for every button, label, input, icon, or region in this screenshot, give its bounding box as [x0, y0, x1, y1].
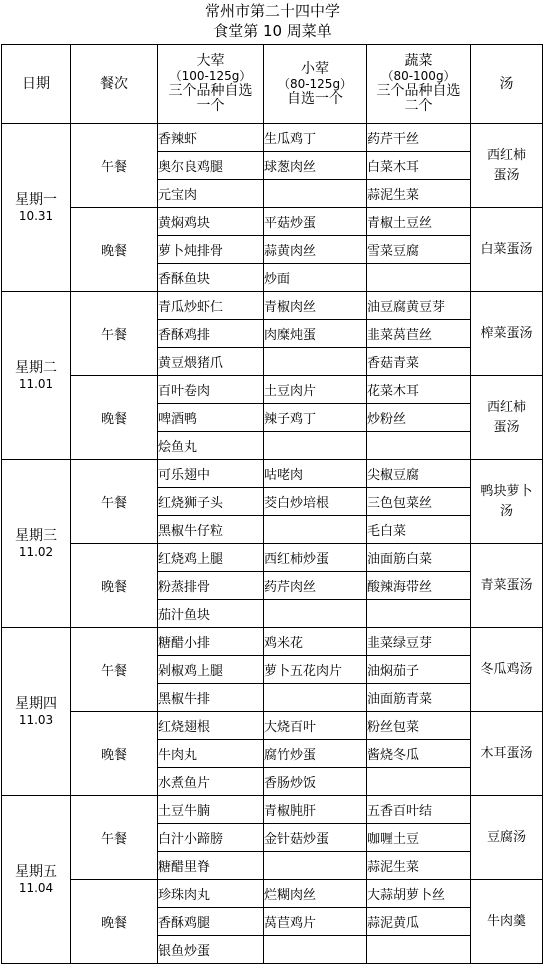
meal-cell: 晚餐 [71, 544, 158, 628]
vegetable-dish: 蒜泥生菜 [367, 180, 471, 208]
big-meat-dish: 啤酒鸭 [158, 404, 264, 432]
meal-cell: 晚餐 [71, 712, 158, 796]
vegetable-dish: 油面筋青菜 [367, 684, 471, 712]
vegetable-dish: 粉丝包菜 [367, 712, 471, 740]
table-row [2, 628, 543, 656]
day-cell [2, 124, 71, 292]
table-row [2, 124, 543, 152]
weekday-label: 星期四 [15, 695, 57, 712]
big-meat-dish: 银鱼炒蛋 [158, 936, 264, 964]
table-row [2, 880, 543, 908]
big-meat-dish: 香酥鸡腿 [158, 908, 264, 936]
big-meat-dish: 水煮鱼片 [158, 768, 264, 796]
weekday-label: 星期一 [15, 191, 57, 208]
vegetable-dish: 油豆腐黄豆芽 [367, 292, 471, 320]
vegetable-dish: 香菇青菜 [367, 348, 471, 376]
soup-cell [471, 544, 543, 628]
soup-cell [471, 124, 543, 208]
big-meat-dish: 香酥鱼块 [158, 264, 264, 292]
table-row [2, 292, 543, 320]
soup-line: 鸭块萝卜 [480, 483, 533, 499]
table-row [2, 208, 543, 236]
date-label: 11.04 [18, 880, 54, 895]
meal-cell: 晚餐 [71, 880, 158, 964]
big-meat-dish: 剁椒鸡上腿 [158, 656, 264, 684]
small-meat-dish: 青椒肫肝 [264, 796, 367, 824]
small-meat-dish: 西红柿炒蛋 [264, 544, 367, 572]
big-meat-dish: 白汁小蹄膀 [158, 824, 264, 852]
vegetable-dish: 酱烧冬瓜 [367, 740, 471, 768]
big-meat-dish: 黄焖鸡块 [158, 208, 264, 236]
soup-line: 西红柿 [486, 399, 526, 415]
small-meat-dish: 青椒肉丝 [264, 292, 367, 320]
menu-body [2, 124, 543, 964]
vegetable-dish: 尖椒豆腐 [367, 460, 471, 488]
date-label: 10.31 [18, 208, 54, 223]
vegetable-dish: 青椒土豆丝 [367, 208, 471, 236]
big-meat-dish: 烩鱼丸 [158, 432, 264, 460]
weekday-label: 星期五 [15, 863, 57, 880]
small-meat-dish: 肉糜炖蛋 [264, 320, 367, 348]
small-meat-dish: 炒面 [264, 264, 367, 292]
big-meat-dish: 糖醋里脊 [158, 852, 264, 880]
big-meat-dish: 百叶卷肉 [158, 376, 264, 404]
small-meat-dish [264, 348, 367, 376]
school-name: 常州市第二十四中学 [204, 2, 340, 20]
small-meat-dish: 萝卜五花肉片 [264, 656, 367, 684]
soup-line: 青菜蛋汤 [480, 577, 533, 593]
big-meat-dish: 红烧鸡上腿 [158, 544, 264, 572]
small-meat-dish: 莴苣鸡片 [264, 908, 367, 936]
small-meat-dish: 药芹肉丝 [264, 572, 367, 600]
big-meat-header: 大荤 （100-125g） 三个品种自选 一个 [158, 45, 264, 124]
small-meat-dish: 金针菇炒蛋 [264, 824, 367, 852]
soup-cell [471, 376, 543, 460]
day-cell [2, 628, 71, 796]
small-meat-dish: 烂糊肉丝 [264, 880, 367, 908]
date-label: 11.03 [18, 712, 54, 727]
soup-cell [471, 796, 543, 880]
small-meat-dish: 茭白炒培根 [264, 488, 367, 516]
vegetable-dish: 蒜泥生菜 [367, 852, 471, 880]
big-meat-dish: 黄豆煨猪爪 [158, 348, 264, 376]
soup-line: 榨菜蛋汤 [480, 325, 533, 341]
big-meat-dish: 黑椒牛仔粒 [158, 516, 264, 544]
soup-line: 西红柿 [486, 147, 526, 163]
big-meat-dish: 粉蒸排骨 [158, 572, 264, 600]
big-meat-dish: 萝卜炖排骨 [158, 236, 264, 264]
table-row [2, 544, 543, 572]
big-meat-dish: 黑椒牛排 [158, 684, 264, 712]
header-row [2, 45, 543, 124]
meal-cell: 晚餐 [71, 376, 158, 460]
day-cell [2, 796, 71, 964]
big-meat-dish: 奥尔良鸡腿 [158, 152, 264, 180]
soup-line: 木耳蛋汤 [480, 745, 533, 761]
vegetable-dish: 油焖茄子 [367, 656, 471, 684]
vegetable-dish: 白菜木耳 [367, 152, 471, 180]
small-meat-dish: 平菇炒蛋 [264, 208, 367, 236]
small-meat-dish: 辣子鸡丁 [264, 404, 367, 432]
table-row [2, 796, 543, 824]
small-meat-dish [264, 516, 367, 544]
table-row [2, 376, 543, 404]
vegetable-dish [367, 936, 471, 964]
meal-cell: 晚餐 [71, 208, 158, 292]
small-meat-dish [264, 180, 367, 208]
small-meat-dish: 鸡米花 [264, 628, 367, 656]
soup-cell [471, 712, 543, 796]
small-meat-dish [264, 684, 367, 712]
vegetable-dish: 雪菜豆腐 [367, 236, 471, 264]
soup-cell [471, 292, 543, 376]
small-meat-dish: 生瓜鸡丁 [264, 124, 367, 152]
meal-cell: 午餐 [71, 796, 158, 880]
small-meat-dish [264, 600, 367, 628]
vegetable-dish: 韭菜绿豆芽 [367, 628, 471, 656]
menu-title [0, 0, 545, 43]
vegetable-dish [367, 264, 471, 292]
vegetable-dish [367, 768, 471, 796]
small-meat-dish [264, 852, 367, 880]
vegetable-dish: 炒粉丝 [367, 404, 471, 432]
table-row [2, 460, 543, 488]
small-meat-dish: 土豆肉片 [264, 376, 367, 404]
day-cell [2, 292, 71, 460]
small-meat-dish [264, 432, 367, 460]
soup-line: 冬瓜鸡汤 [480, 661, 533, 677]
weekday-label: 星期三 [15, 527, 57, 544]
menu-subtitle: 食堂第 10 周菜单 [213, 22, 332, 40]
big-meat-dish: 牛肉丸 [158, 740, 264, 768]
vegetable-dish [367, 432, 471, 460]
big-meat-dish: 香酥鸡排 [158, 320, 264, 348]
day-cell [2, 460, 71, 628]
big-meat-dish: 珍珠肉丸 [158, 880, 264, 908]
date-header: 日期 [2, 45, 71, 124]
meal-cell: 午餐 [71, 628, 158, 712]
small-meat-dish: 蒜黄肉丝 [264, 236, 367, 264]
vegetable-dish: 蒜泥黄瓜 [367, 908, 471, 936]
soup-cell [471, 208, 543, 292]
meal-cell: 午餐 [71, 124, 158, 208]
soup-line: 汤 [499, 503, 513, 519]
vegetable-dish: 药芹干丝 [367, 124, 471, 152]
vegetable-dish: 五香百叶结 [367, 796, 471, 824]
weekday-label: 星期二 [15, 359, 57, 376]
date-label: 11.01 [18, 376, 54, 391]
table-row [2, 712, 543, 740]
small-meat-header: 小荤 （80-125g） 自选一个 [264, 45, 367, 124]
vegetable-dish: 韭菜莴苣丝 [367, 320, 471, 348]
vegetable-header: 蔬菜 （80-100g） 三个品种自选 二个 [367, 45, 471, 124]
soup-line: 蛋汤 [493, 419, 520, 435]
small-meat-dish: 咕咾肉 [264, 460, 367, 488]
meal-header: 餐次 [71, 45, 158, 124]
small-meat-dish: 大烧百叶 [264, 712, 367, 740]
vegetable-dish: 油面筋白菜 [367, 544, 471, 572]
vegetable-dish: 大蒜胡萝卜丝 [367, 880, 471, 908]
vegetable-dish: 咖喱土豆 [367, 824, 471, 852]
big-meat-dish: 红烧翅根 [158, 712, 264, 740]
vegetable-dish: 毛白菜 [367, 516, 471, 544]
big-meat-dish: 元宝肉 [158, 180, 264, 208]
big-meat-dish: 茄汁鱼块 [158, 600, 264, 628]
big-meat-dish: 土豆牛腩 [158, 796, 264, 824]
small-meat-dish: 香肠炒饭 [264, 768, 367, 796]
vegetable-dish: 花菜木耳 [367, 376, 471, 404]
soup-cell [471, 628, 543, 712]
vegetable-dish: 酸辣海带丝 [367, 572, 471, 600]
soup-line: 牛肉羹 [486, 913, 526, 929]
soup-line: 豆腐汤 [486, 829, 526, 845]
small-meat-dish [264, 936, 367, 964]
soup-header: 汤 [471, 45, 543, 124]
vegetable-dish: 三色包菜丝 [367, 488, 471, 516]
soup-cell [471, 460, 543, 544]
soup-cell [471, 880, 543, 964]
big-meat-dish: 香辣虾 [158, 124, 264, 152]
big-meat-dish: 可乐翅中 [158, 460, 264, 488]
vegetable-dish [367, 600, 471, 628]
date-label: 11.02 [18, 544, 54, 559]
weekly-menu-table [1, 44, 543, 964]
meal-cell: 午餐 [71, 292, 158, 376]
big-meat-dish: 红烧狮子头 [158, 488, 264, 516]
big-meat-dish: 糖醋小排 [158, 628, 264, 656]
big-meat-dish: 青瓜炒虾仁 [158, 292, 264, 320]
soup-line: 白菜蛋汤 [480, 241, 533, 257]
soup-line: 蛋汤 [493, 167, 520, 183]
small-meat-dish: 腐竹炒蛋 [264, 740, 367, 768]
small-meat-dish: 球葱肉丝 [264, 152, 367, 180]
meal-cell: 午餐 [71, 460, 158, 544]
